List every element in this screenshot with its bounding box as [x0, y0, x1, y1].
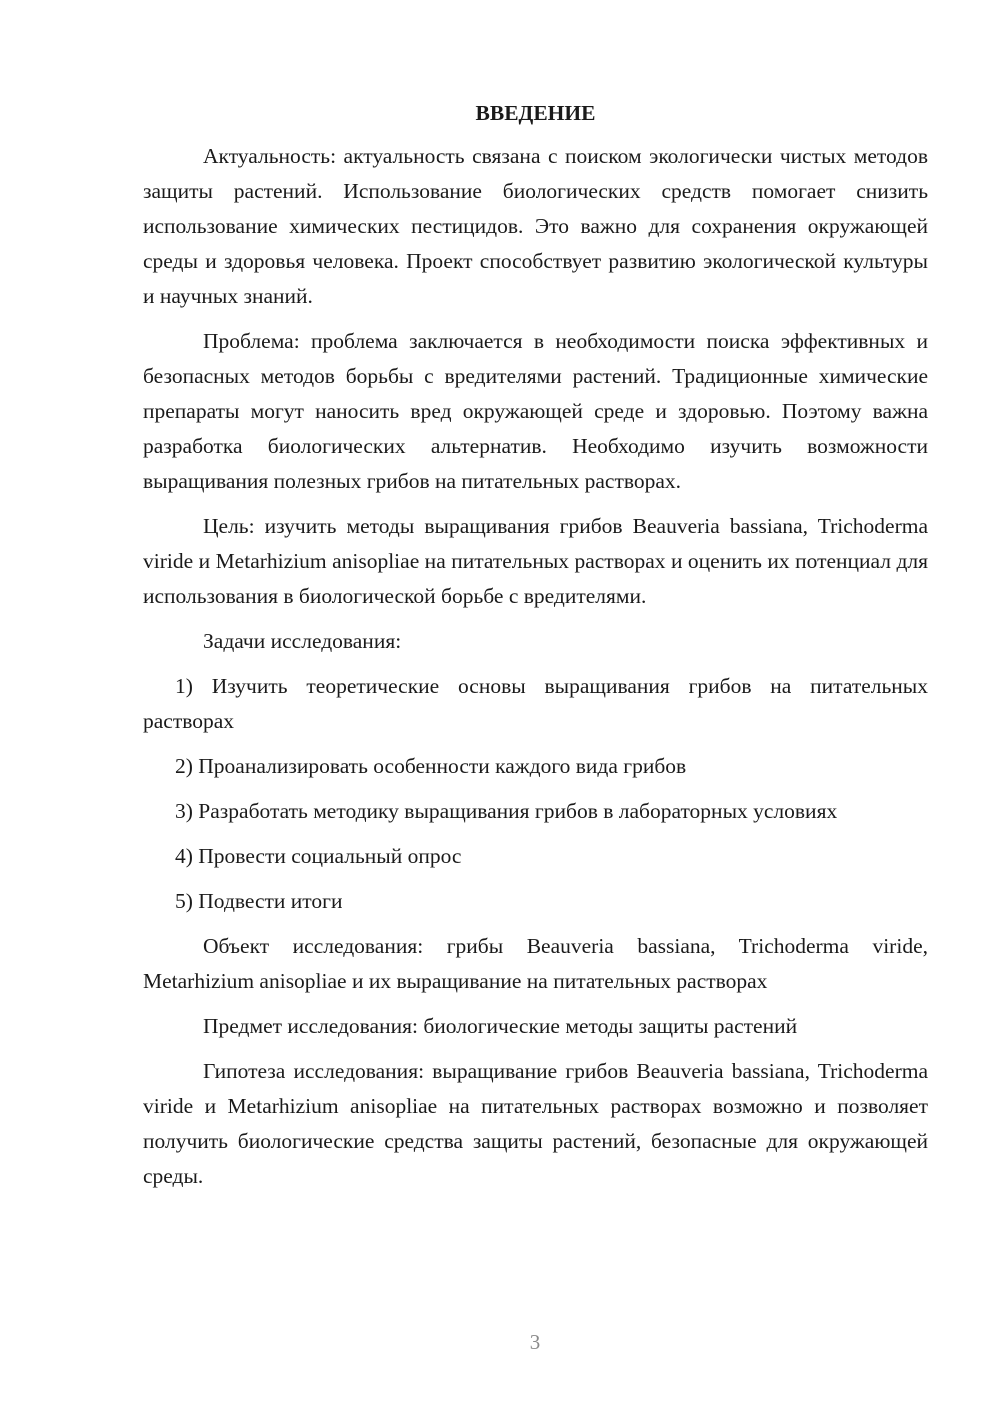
task-item-5: 5) Подвести итоги: [175, 889, 343, 913]
section-title: ВВЕДЕНИЕ: [475, 101, 596, 125]
paragraph-relevance: Актуальность: актуальность связана с поиском экологически чистых методов защиты растений. Использование биологических средств помогает снизить использование химических пестицидов. Это важно для сохранения окружающей среды и здоровья человека. Проект способствует развитию экологической культуры и научных знаний.: [143, 144, 928, 308]
tasks-heading: Задачи исследования:: [203, 629, 402, 653]
task-item-3: 3) Разработать методику выращивания грибов в лабораторных условиях: [175, 799, 838, 823]
task-item-1: 1) Изучить теоретические основы выращивания грибов на питательных растворах: [143, 674, 928, 733]
paragraph-object: Объект исследования: грибы Beauveria bassiana, Trichoderma viride, Metarhizium anisopliae и их выращивание на питательных растворах: [143, 934, 928, 993]
task-item-4: 4) Провести социальный опрос: [175, 844, 462, 868]
document-page: [143, 96, 928, 1204]
paragraph-goal: Цель: изучить методы выращивания грибов Beauveria bassiana, Trichoderma viride и Metarhizium anisopliae на питательных растворах и оценить их потенциал для использования в биологической борьбе с вредителями.: [143, 514, 928, 608]
page-number: 3: [529, 1330, 541, 1354]
paragraph-problem: Проблема: проблема заключается в необходимости поиска эффективных и безопасных методов борьбы с вредителями растений. Традиционные химические препараты могут наносить вред окружающей среде и здоровью. Поэтому важна разработка биологических альтернатив. Необходимо изучить возможности выращивания полезных грибов на питательных растворах.: [143, 329, 928, 493]
task-item-2: 2) Проанализировать особенности каждого вида грибов: [175, 754, 687, 778]
paragraph-subject: Предмет исследования: биологические методы защиты растений: [203, 1014, 798, 1038]
paragraph-hypothesis: Гипотеза исследования: выращивание грибов Beauveria bassiana, Trichoderma viride и Metarhizium anisopliae на питательных растворах возможно и позволяет получить биологические средства защиты растений, безопасные для окружающей среды.: [143, 1059, 928, 1188]
